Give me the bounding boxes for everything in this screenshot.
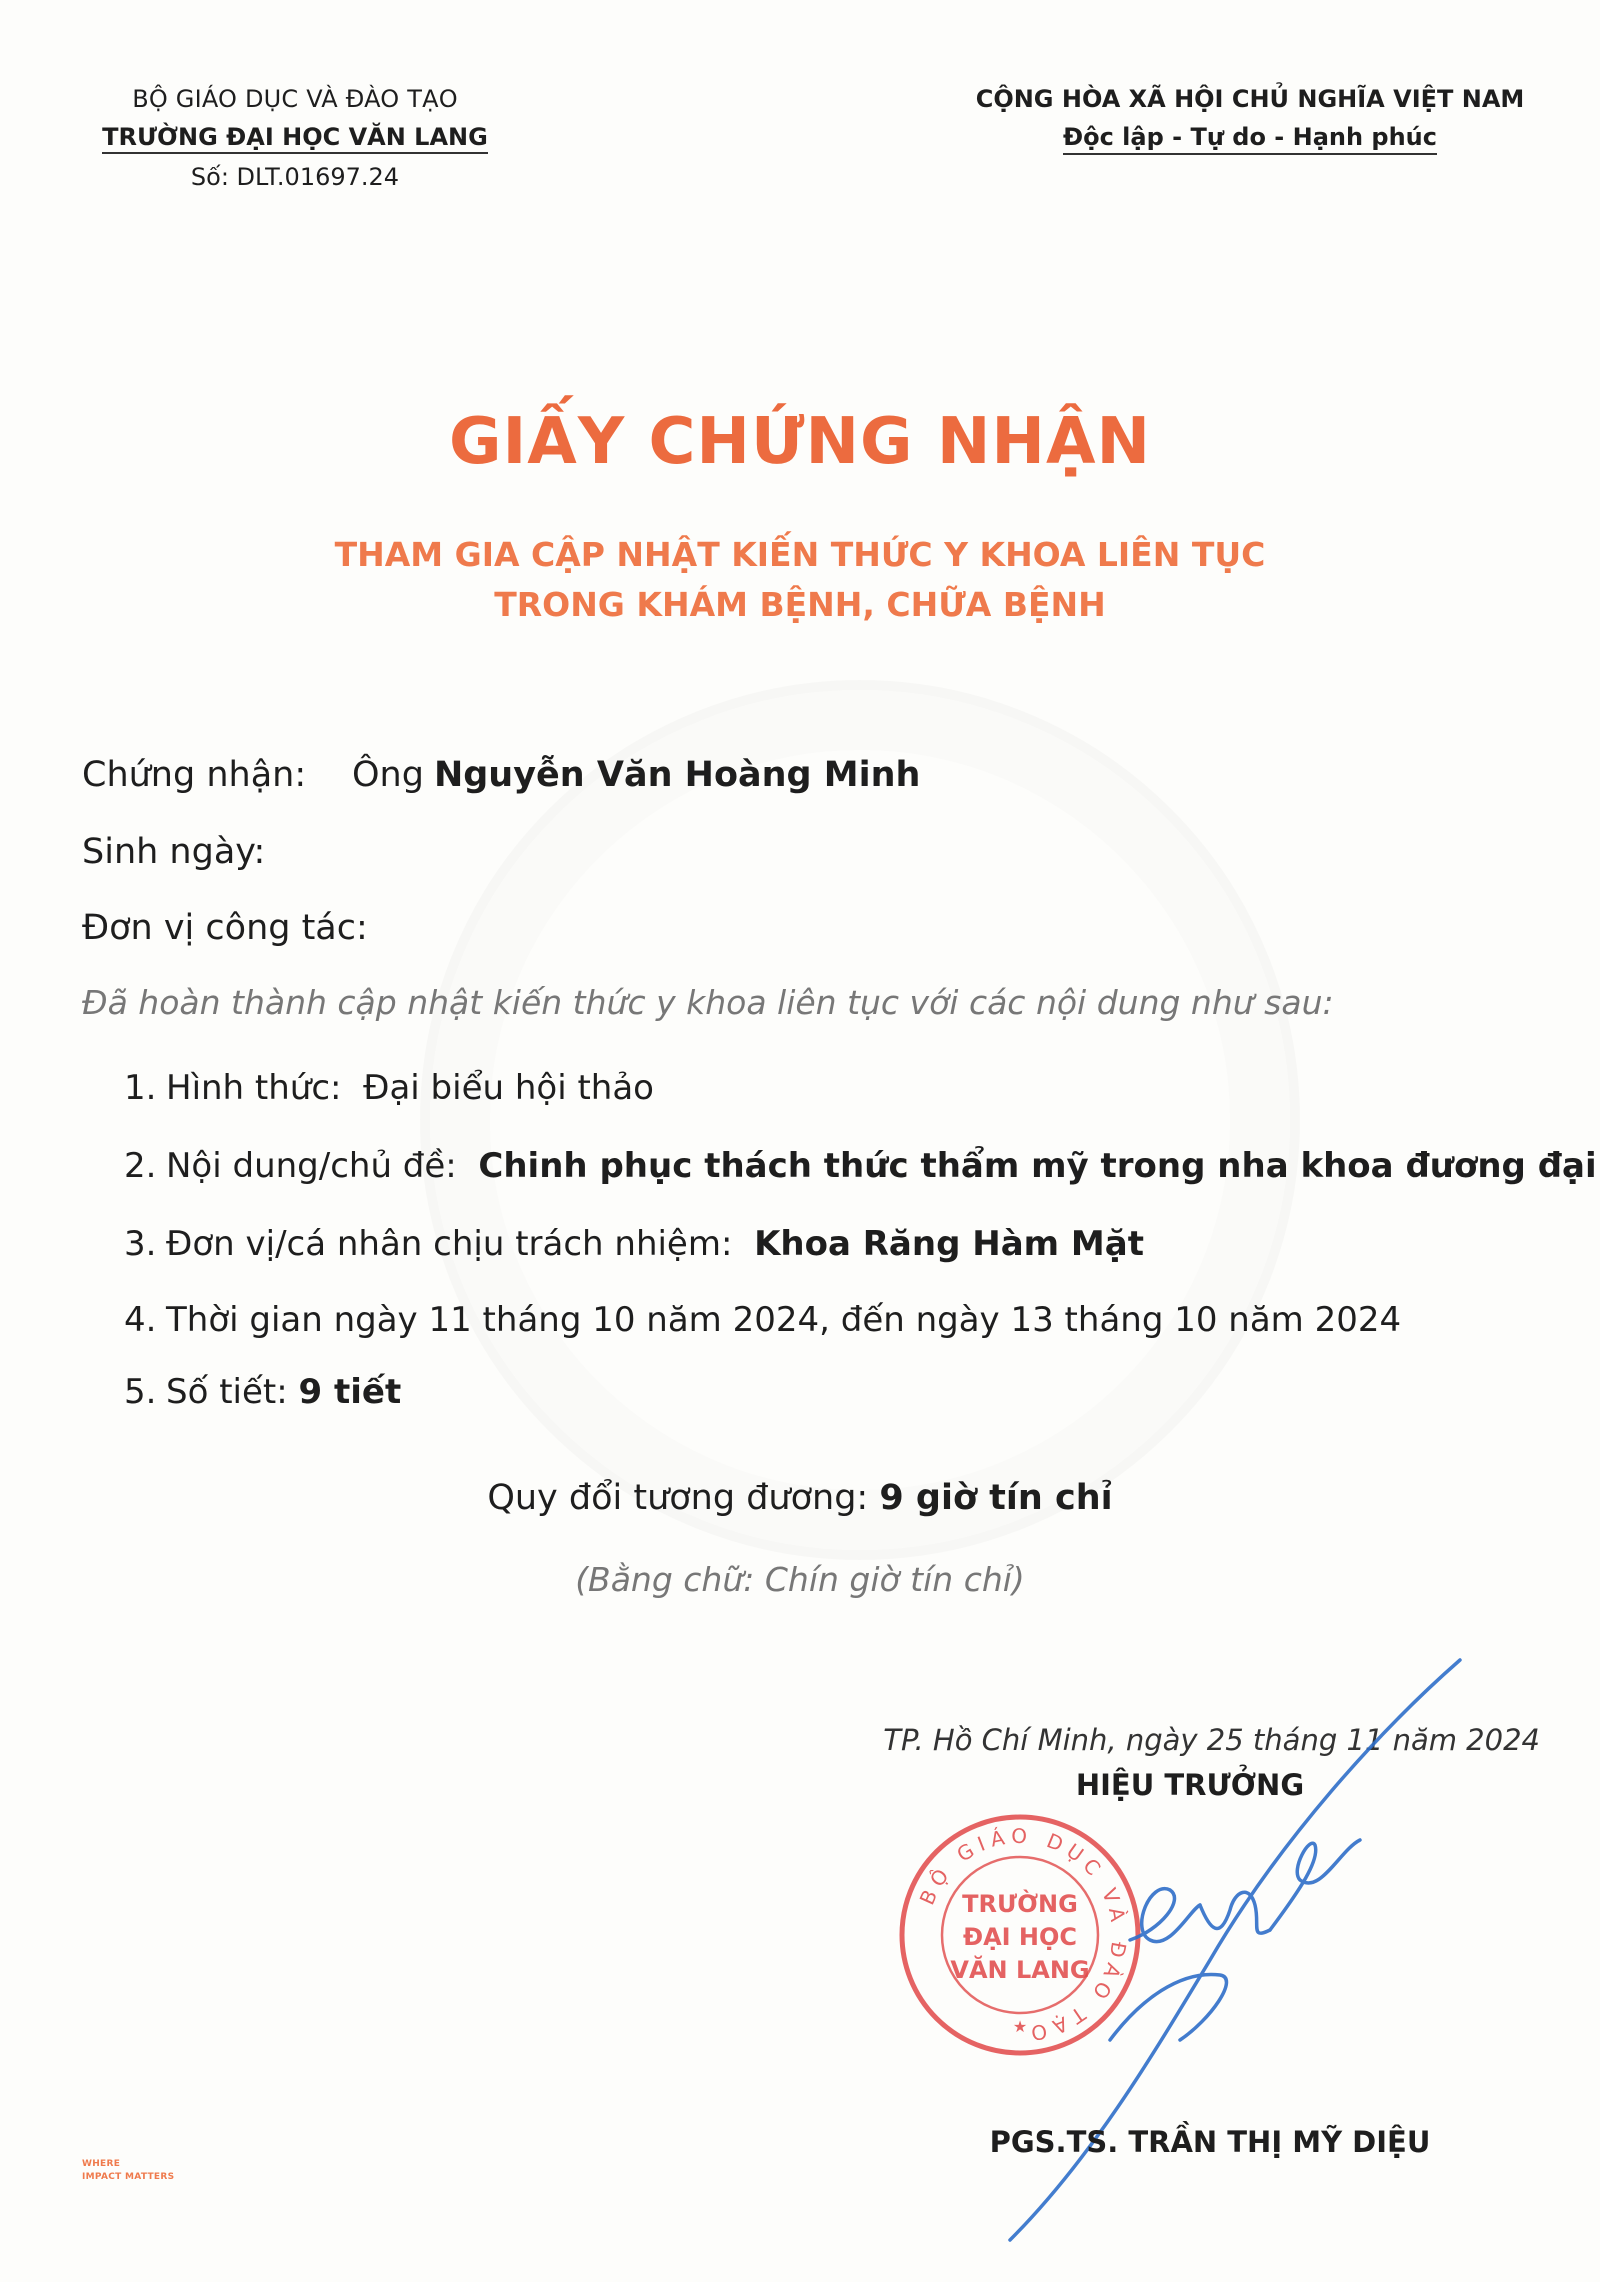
item-value: 9 tiết [298,1372,402,1412]
item-number: 4. [124,1300,157,1340]
recipient-name: Nguyễn Văn Hoàng Minh [433,755,921,795]
ministry-name: BỘ GIÁO DỤC VÀ ĐÀO TẠO [132,85,458,113]
brand-tagline [82,2158,174,2184]
item-number: 2. [124,1146,157,1186]
signer-name: PGS.TS. TRẦN THỊ MỸ DIỆU [989,2125,1431,2159]
credit-equivalent-value: 9 giờ tín chỉ [879,1478,1113,1518]
dob-label: Sinh ngày: [82,832,266,872]
watermark-emblem [420,680,1300,1560]
content-item [124,1146,1597,1186]
school-name [60,118,530,156]
seal-line-2: ĐẠI HỌC [962,1923,1078,1951]
recipient-row [82,755,920,795]
content-item [124,1372,401,1412]
work-unit-row [82,908,368,948]
republic-name: CỘNG HÒA XÃ HỘI CHỦ NGHĨA VIỆT NAM [975,85,1525,113]
item-number: 5. [124,1372,157,1412]
completion-statement: Đã hoàn thành cập nhật kiến thức y khoa liên tục với các nội dung như sau: [82,983,1334,1022]
credit-equivalent [0,1478,1600,1518]
recipient-prefix: Ông [352,755,424,795]
svg-text:★: ★ [1012,2017,1028,2036]
national-header [950,80,1550,156]
item-label: Hình thức: [166,1068,342,1108]
school-name-text: TRƯỜNG ĐẠI HỌC VĂN LANG [102,123,488,154]
seal-line-3: VĂN LANG [950,1956,1090,1984]
seal-ring-text: BỘ GIÁO DỤC VÀ ĐÀO TẠO [914,1823,1132,2047]
national-motto-text: Độc lập - Tự do - Hạnh phúc [1063,123,1437,155]
item-value: Chinh phục thách thức thẩm mỹ trong nha khoa đương đại [478,1146,1597,1186]
handwritten-signature [980,1640,1480,2260]
certificate-subtitle [0,530,1600,630]
item-label: Số tiết: [166,1372,288,1412]
certificate-title: GIẤY CHỨNG NHẬN [448,405,1152,479]
item-number: 3. [124,1224,157,1264]
content-item [124,1300,1401,1340]
work-unit-label: Đơn vị công tác: [82,908,368,948]
item-label: Nội dung/chủ đề: [166,1146,457,1186]
tagline-line-2: IMPACT MATTERS [82,2172,175,2182]
item-label: Đơn vị/cá nhân chịu trách nhiệm: [166,1224,733,1264]
tagline-line-1: WHERE [82,2159,121,2169]
credit-in-words: (Bằng chữ: Chín giờ tín chỉ) [575,1560,1025,1599]
place-and-date: TP. Hồ Chí Minh, ngày 25 tháng 11 năm 2024 [883,1723,1540,1757]
document-number: Số: DLT.01697.24 [190,163,400,191]
issuer-header [60,80,530,196]
national-motto [950,118,1550,156]
seal-line-1: TRƯỜNG [962,1890,1078,1918]
content-item [124,1224,1144,1264]
item-value: Khoa Răng Hàm Mặt [754,1224,1144,1264]
content-item [124,1068,654,1108]
subtitle-line-2: TRONG KHÁM BỆNH, CHỮA BỆNH [494,585,1106,624]
subtitle-line-1: THAM GIA CẬP NHẬT KIẾN THỨC Y KHOA LIÊN TỤC [334,535,1266,574]
credit-equivalent-label: Quy đổi tương đương: [487,1478,869,1518]
item-number: 1. [124,1068,157,1108]
dob-row [82,832,265,872]
item-label: Thời gian ngày 11 tháng 10 năm 2024, đến ngày 13 tháng 10 năm 2024 [166,1300,1402,1340]
item-value: Đại biểu hội thảo [363,1068,654,1108]
recipient-label: Chứng nhận: [82,755,307,795]
rector-title: HIỆU TRƯỞNG [1075,1768,1305,1802]
